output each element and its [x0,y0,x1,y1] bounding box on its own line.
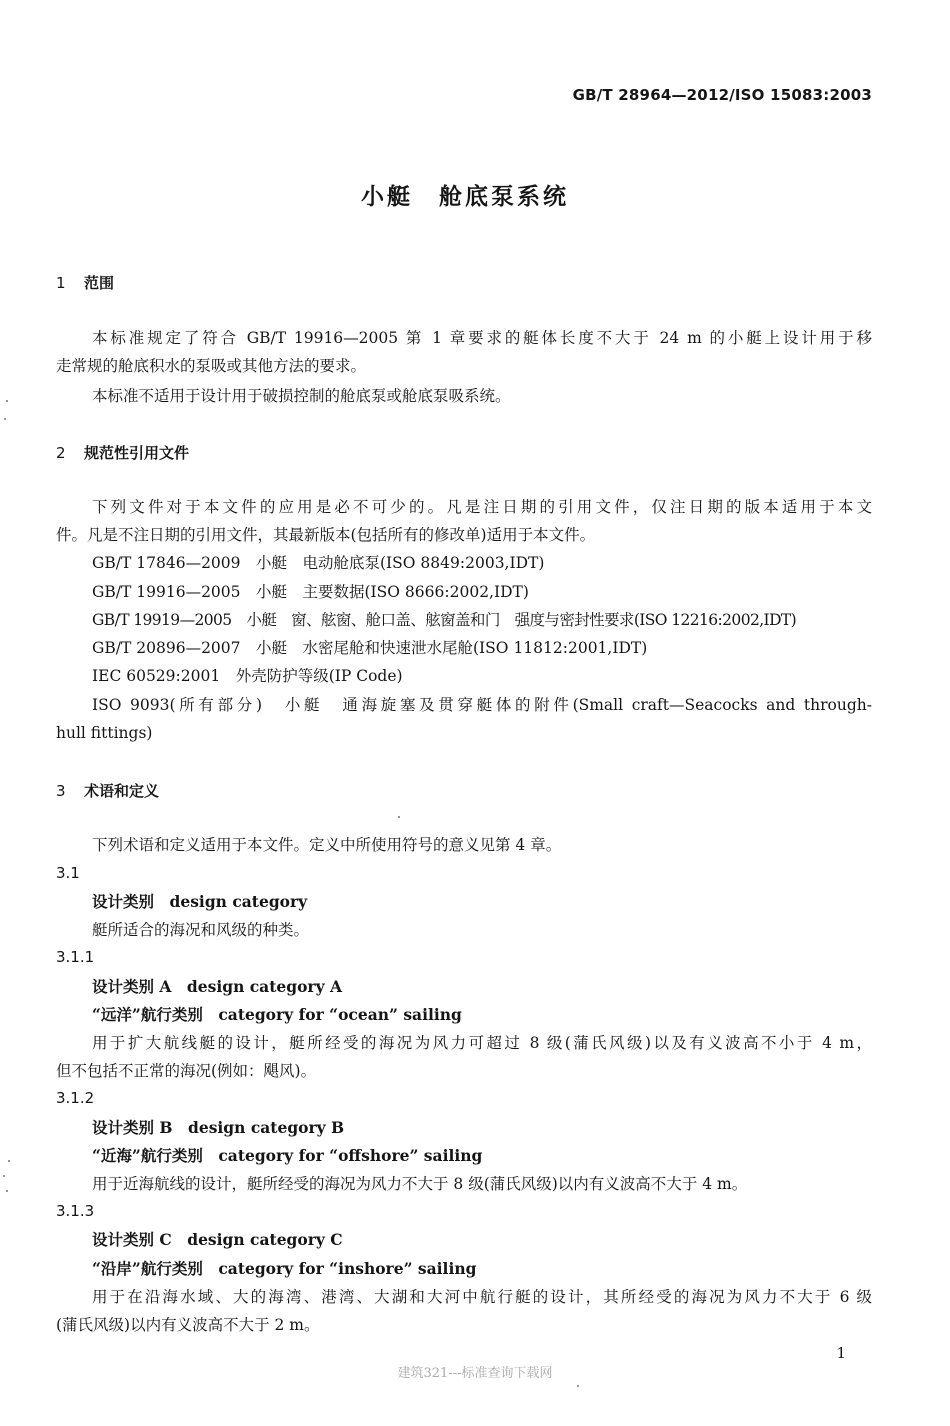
section-number: 3 [56,782,66,800]
admitted-term: “近海”航行类别 category for “offshore” sailing [92,1146,483,1165]
clause-number: 3.1 [56,864,80,882]
reference-item: ISO 9093(所有部分) 小艇 通海旋塞及贯穿艇体的附件(Small craft—Seacocks and through- [92,696,872,714]
reference-item: GB/T 17846—2009 小艇 电动舱底泵(ISO 8849:2003,IDT) [92,554,545,572]
page-number: 1 [836,1344,846,1362]
reference-item: GB/T 19919—2005 小艇 窗、舷窗、舱口盖、舷窗盖和门 强度与密封性要求(ISO 12216:2002,IDT) [92,611,797,629]
definition: (蒲氏风级)以内有义波高不大于 2 m。 [56,1316,320,1334]
term: 设计类别 design category [92,892,308,911]
reference-item: IEC 60529:2001 外壳防护等级(IP Code) [92,667,403,685]
paragraph: 本标准规定了符合 GB/T 19916—2005 第 1 章要求的艇体长度不大于 24 m 的小艇上设计用于移 [92,329,872,347]
admitted-term: “远洋”航行类别 category for “ocean” sailing [92,1005,462,1024]
section-number: 1 [56,274,66,292]
reference-item-continued: hull fittings) [56,724,153,742]
clause-number: 3.1.2 [56,1089,95,1107]
paragraph: 下列文件对于本文件的应用是必不可少的。凡是注日期的引用文件，仅注日期的版本适用于本文 [92,498,872,516]
scan-speck [398,816,400,818]
reference-item: GB/T 20896—2007 小艇 水密尾舱和快速泄水尾舱(ISO 11812:2001,IDT) [92,639,648,657]
definition: 艇所适合的海况和风级的种类。 [92,921,310,939]
standard-code: GB/T 28964—2012/ISO 15083:2003 [572,86,872,104]
watermark: 建筑321---标准查询下载网 [397,1366,553,1381]
page-title [0,178,930,211]
paragraph: 下列术语和定义适用于本文件。定义中所使用符号的意义见第 4 章。 [92,836,562,854]
scan-speck [577,1385,579,1387]
reference-item: GB/T 19916—2005 小艇 主要数据(ISO 8666:2002,IDT) [92,583,529,601]
section-3-heading [56,780,159,801]
section-title: 范围 [84,274,115,292]
admitted-term: “沿岸”航行类别 category for “inshore” sailing [92,1259,477,1278]
scan-speck [6,400,8,402]
clause-number: 3.1.1 [56,948,95,966]
paragraph: 件。凡是不注日期的引用文件，其最新版本(包括所有的修改单)适用于本文件。 [56,526,596,544]
definition: 用于在沿海水域、大的海湾、港湾、大湖和大河中航行艇的设计，其所经受的海况为风力不大于 6 级 [92,1288,872,1306]
paragraph: 走常规的舱底积水的泵吸或其他方法的要求。 [56,357,367,375]
term: 设计类别 C design category C [92,1230,343,1249]
scan-speck [3,1175,5,1177]
definition: 用于扩大航线艇的设计，艇所经受的海况为风力可超过 8 级(蒲氏风级)以及有义波高不小于 4 m， [92,1034,872,1052]
section-title: 术语和定义 [84,782,160,800]
scan-speck [6,1190,8,1192]
scan-speck [4,418,6,420]
section-number: 2 [56,444,66,462]
title-part2: 舱底泵系统 [439,184,569,210]
definition: 但不包括不正常的海况(例如：飓风)。 [56,1062,317,1080]
title-part1: 小艇 [361,184,413,210]
paragraph: 本标准不适用于设计用于破损控制的舱底泵或舱底泵吸系统。 [92,387,511,405]
clause-number: 3.1.3 [56,1202,95,1220]
definition: 用于近海航线的设计，艇所经受的海况为风力不大于 8 级(蒲氏风级)以内有义波高不大于 4 m。 [92,1175,748,1193]
term: 设计类别 B design category B [92,1118,345,1137]
section-2-heading [56,442,189,463]
term: 设计类别 A design category A [92,977,343,996]
scan-speck [8,1160,10,1162]
section-1-heading [56,272,114,293]
section-title: 规范性引用文件 [84,444,190,462]
